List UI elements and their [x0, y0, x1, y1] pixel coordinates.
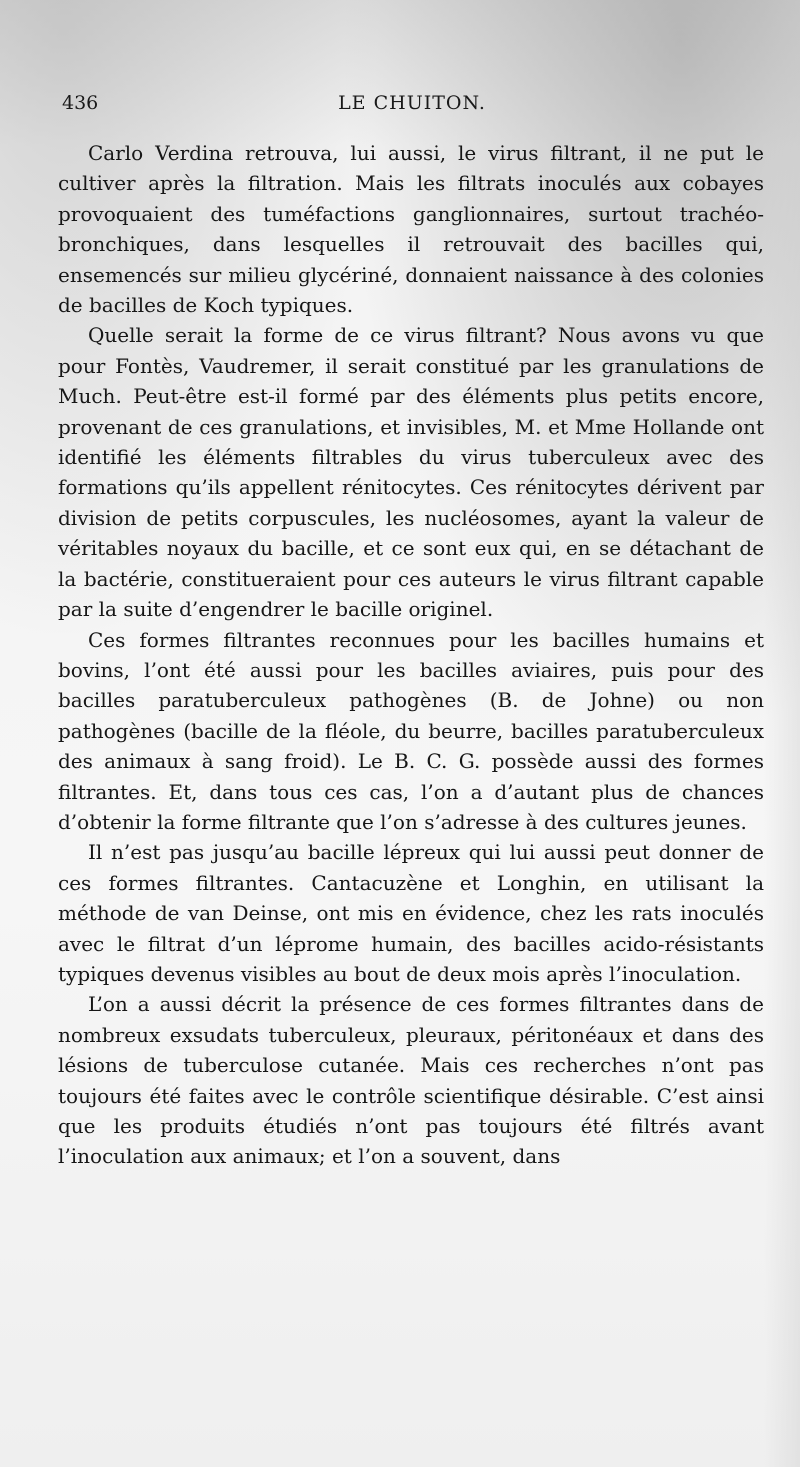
- scan-edge-shadow: [764, 0, 800, 1467]
- paragraph-forme-virus: Quelle serait la forme de ce virus filtrant? Nous avons vu que pour Fontès, Vaudremer, il serait constitué par les granulations de Much. Peut-être est-il formé par des éléments plus petits encore, provenant de ces granulations, et invisibles, M. et Mme Hollande ont identifié les éléments filtrables du virus tuberculeux avec des formations qu’ils appellent rénitocytes. Ces rénitocytes dérivent par division de petits corpuscules, les nucléosomes, ayant la valeur de véritables noyaux du bacille, et ce sont eux qui, en se détachant de la bactérie, constitueraient pour ces auteurs le virus filtrant capable par la suite d’engendrer le bacille originel.: [58, 323, 764, 622]
- running-title: LE CHUITON.: [338, 92, 486, 114]
- paragraph-formes-filtrantes: Ces formes filtrantes reconnues pour les bacilles humains et bovins, l’ont été aussi pour les bacilles aviaires, puis pour des bacilles paratuberculeux pathogènes (B. de Johne) ou non pathogènes (bacille de la fléole, du beurre, bacilles paratuberculeux des animaux à sang froid). Le B. C. G. possède aussi des formes filtrantes. Et, dans tous ces cas, l’on a d’autant plus de chances d’obtenir la forme filtrante que l’on s’adresse à des cultures jeunes.: [58, 627, 764, 834]
- page-header: [62, 92, 762, 122]
- paragraph-verdina: Carlo Verdina retrouva, lui aussi, le virus filtrant, il ne put le cultiver après la filtration. Mais les filtrats inoculés aux cobayes provoquaient des tuméfactions ganglionnaires, surtout trachéo-bronchiques, dans lesquelles il retrouvait des bacilles qui, ensemencés sur milieu glycériné, donnaient naissance à des colonies de bacilles de Koch typiques.: [58, 141, 764, 318]
- paragraph-exsudats: L’on a aussi décrit la présence de ces formes filtrantes dans de nombreux exsudats tuberculeux, pleuraux, péritonéaux et dans des lésions de tuberculose cutanée. Mais ces recherches n’ont pas toujours été faites avec le contrôle scientifique désirable. C’est ainsi que les produits étudiés n’ont pas toujours été filtrés avant l’inoculation aux animaux; et l’on a souvent, dans: [58, 992, 764, 1169]
- body-text: [58, 138, 764, 1172]
- paragraph-bacille-lepreux: Il n’est pas jusqu’au bacille lépreux qui lui aussi peut donner de ces formes filtrantes. Cantacuzène et Longhin, en utilisant la méthode de van Deinse, ont mis en évidence, chez les rats inoculés avec le filtrat d’un léprome humain, des bacilles acido-résistants typiques devenus visibles au bout de deux mois après l’inoculation.: [58, 840, 764, 986]
- page-number: 436: [62, 92, 99, 114]
